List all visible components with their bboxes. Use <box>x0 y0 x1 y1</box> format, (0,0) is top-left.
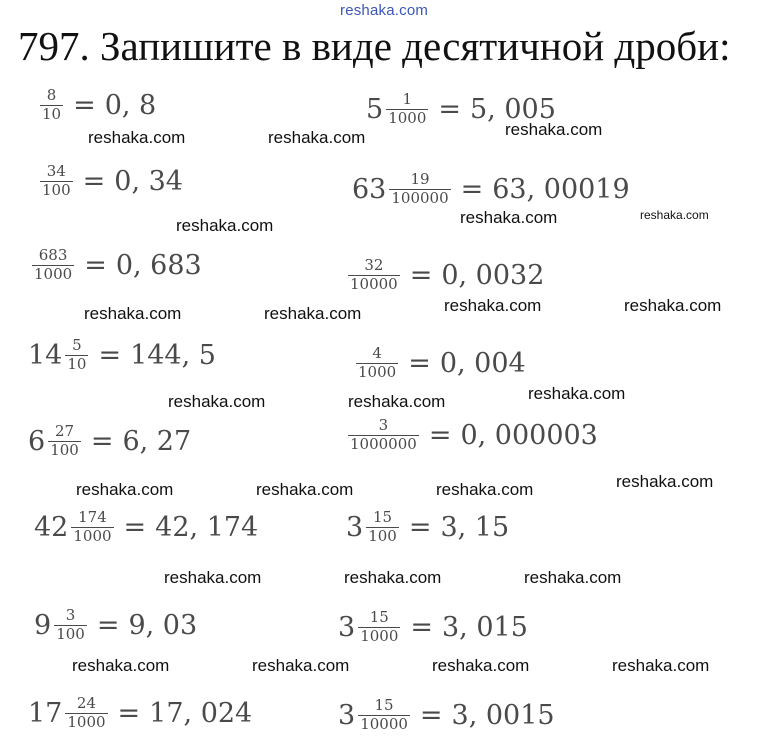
whole-part: 3 <box>338 699 356 731</box>
equals-sign: = <box>409 259 433 291</box>
equals-sign: = <box>460 173 484 205</box>
result: 17, 024 <box>149 697 253 729</box>
result: 3, 015 <box>442 611 528 643</box>
equation-13 <box>34 608 197 643</box>
equals-sign: = <box>90 425 114 457</box>
watermark: reshaka.com <box>72 656 170 675</box>
fraction: $\frac{32}{10000}$ <box>350 256 398 293</box>
watermark: reshaka.com <box>264 304 362 323</box>
equation-10 <box>348 418 598 453</box>
fraction: $\frac{3}{100}$ <box>56 606 85 643</box>
watermark: reshaka.com <box>528 384 626 403</box>
equation-9 <box>28 424 191 459</box>
fraction: $\frac{27}{100}$ <box>50 422 79 459</box>
fraction: $\frac{1}{1000}$ <box>388 90 427 127</box>
whole-part: 3 <box>346 511 364 543</box>
equals-sign: = <box>419 699 443 731</box>
equals-sign: = <box>408 511 432 543</box>
equation-7 <box>28 338 216 373</box>
watermark: reshaka.com <box>164 568 262 587</box>
equation-12 <box>346 510 509 545</box>
equals-sign: = <box>117 697 141 729</box>
fraction: $\frac{3}{1000000}$ <box>350 416 417 453</box>
equals-sign: = <box>428 419 452 451</box>
watermark: reshaka.com <box>344 568 442 587</box>
watermark: reshaka.com <box>76 480 174 499</box>
result: 0, 8 <box>104 89 157 121</box>
whole-part: 9 <box>34 609 52 641</box>
whole-part: 3 <box>338 611 356 643</box>
equation-8 <box>356 346 526 381</box>
equals-sign: = <box>408 347 431 379</box>
whole-part: 5 <box>366 93 384 125</box>
result: 3, 15 <box>440 511 510 543</box>
whole-part: 14 <box>28 339 63 371</box>
equals-sign: = <box>98 339 122 371</box>
fraction: $\frac{19}{100000}$ <box>391 170 449 207</box>
watermark: reshaka.com <box>444 296 542 315</box>
equation-3 <box>40 164 183 199</box>
watermark: reshaka.com <box>176 216 274 235</box>
watermark: reshaka.com <box>168 392 266 411</box>
equation-5 <box>32 248 202 283</box>
equation-16 <box>338 698 555 733</box>
fraction: $\frac{15}{100}$ <box>368 508 397 545</box>
watermark: reshaka.com <box>436 480 534 499</box>
whole-part: 42 <box>34 511 69 543</box>
fraction: $\frac{34}{100}$ <box>42 162 71 199</box>
result: 144, 5 <box>130 339 216 371</box>
watermark: reshaka.com <box>640 208 709 222</box>
equals-sign: = <box>438 93 461 125</box>
fraction: $\frac{5}{10}$ <box>67 336 87 373</box>
result: 63, 00019 <box>492 173 630 205</box>
equation-1 <box>40 88 156 123</box>
result: 3, 0015 <box>451 699 555 731</box>
fraction: $\frac{4}{1000}$ <box>358 344 397 381</box>
equals-sign: = <box>82 165 106 197</box>
equation-11 <box>34 510 258 545</box>
watermark: reshaka.com <box>88 128 186 147</box>
fraction: $\frac{15}{10000}$ <box>360 696 408 733</box>
watermark: reshaka.com <box>268 128 366 147</box>
result: 0, 004 <box>439 347 526 379</box>
fraction: $\frac{683}{1000}$ <box>34 246 73 283</box>
result: 6, 27 <box>122 425 192 457</box>
equals-sign: = <box>73 89 96 121</box>
watermark: reshaka.com <box>505 120 603 139</box>
result: 0, 34 <box>114 165 183 197</box>
result: 0, 683 <box>115 249 202 281</box>
watermark: reshaka.com <box>252 656 350 675</box>
whole-part: 6 <box>28 425 46 457</box>
result: 5, 005 <box>470 93 556 125</box>
watermark: reshaka.com <box>256 480 354 499</box>
result: 42, 174 <box>155 511 259 543</box>
equation-4 <box>352 172 630 207</box>
watermark: reshaka.com <box>616 472 714 491</box>
fraction: $\frac{8}{10}$ <box>42 86 62 123</box>
watermark: reshaka.com <box>432 656 530 675</box>
watermark: reshaka.com <box>524 568 622 587</box>
equals-sign: = <box>96 609 120 641</box>
fraction: $\frac{15}{1000}$ <box>360 608 399 645</box>
equals-sign: = <box>84 249 107 281</box>
equation-14 <box>338 610 528 645</box>
fraction: $\frac{174}{1000}$ <box>73 508 112 545</box>
result: 0, 0032 <box>441 259 545 291</box>
equals-sign: = <box>123 511 147 543</box>
whole-part: 17 <box>28 697 63 729</box>
site-link[interactable]: reshaka.com <box>340 2 429 19</box>
watermark: reshaka.com <box>624 296 722 315</box>
equals-sign: = <box>410 611 433 643</box>
equation-6 <box>348 258 544 293</box>
result: 9, 03 <box>128 609 198 641</box>
watermark: reshaka.com <box>348 392 446 411</box>
watermark: reshaka.com <box>84 304 182 323</box>
watermark: reshaka.com <box>612 656 710 675</box>
watermark: reshaka.com <box>460 208 558 227</box>
equation-15 <box>28 696 252 731</box>
exercise-title: 797. Запишите в виде десятичной дроби: <box>18 23 731 69</box>
fraction: $\frac{24}{1000}$ <box>67 694 106 731</box>
whole-part: 63 <box>352 173 387 205</box>
result: 0, 000003 <box>460 419 598 451</box>
